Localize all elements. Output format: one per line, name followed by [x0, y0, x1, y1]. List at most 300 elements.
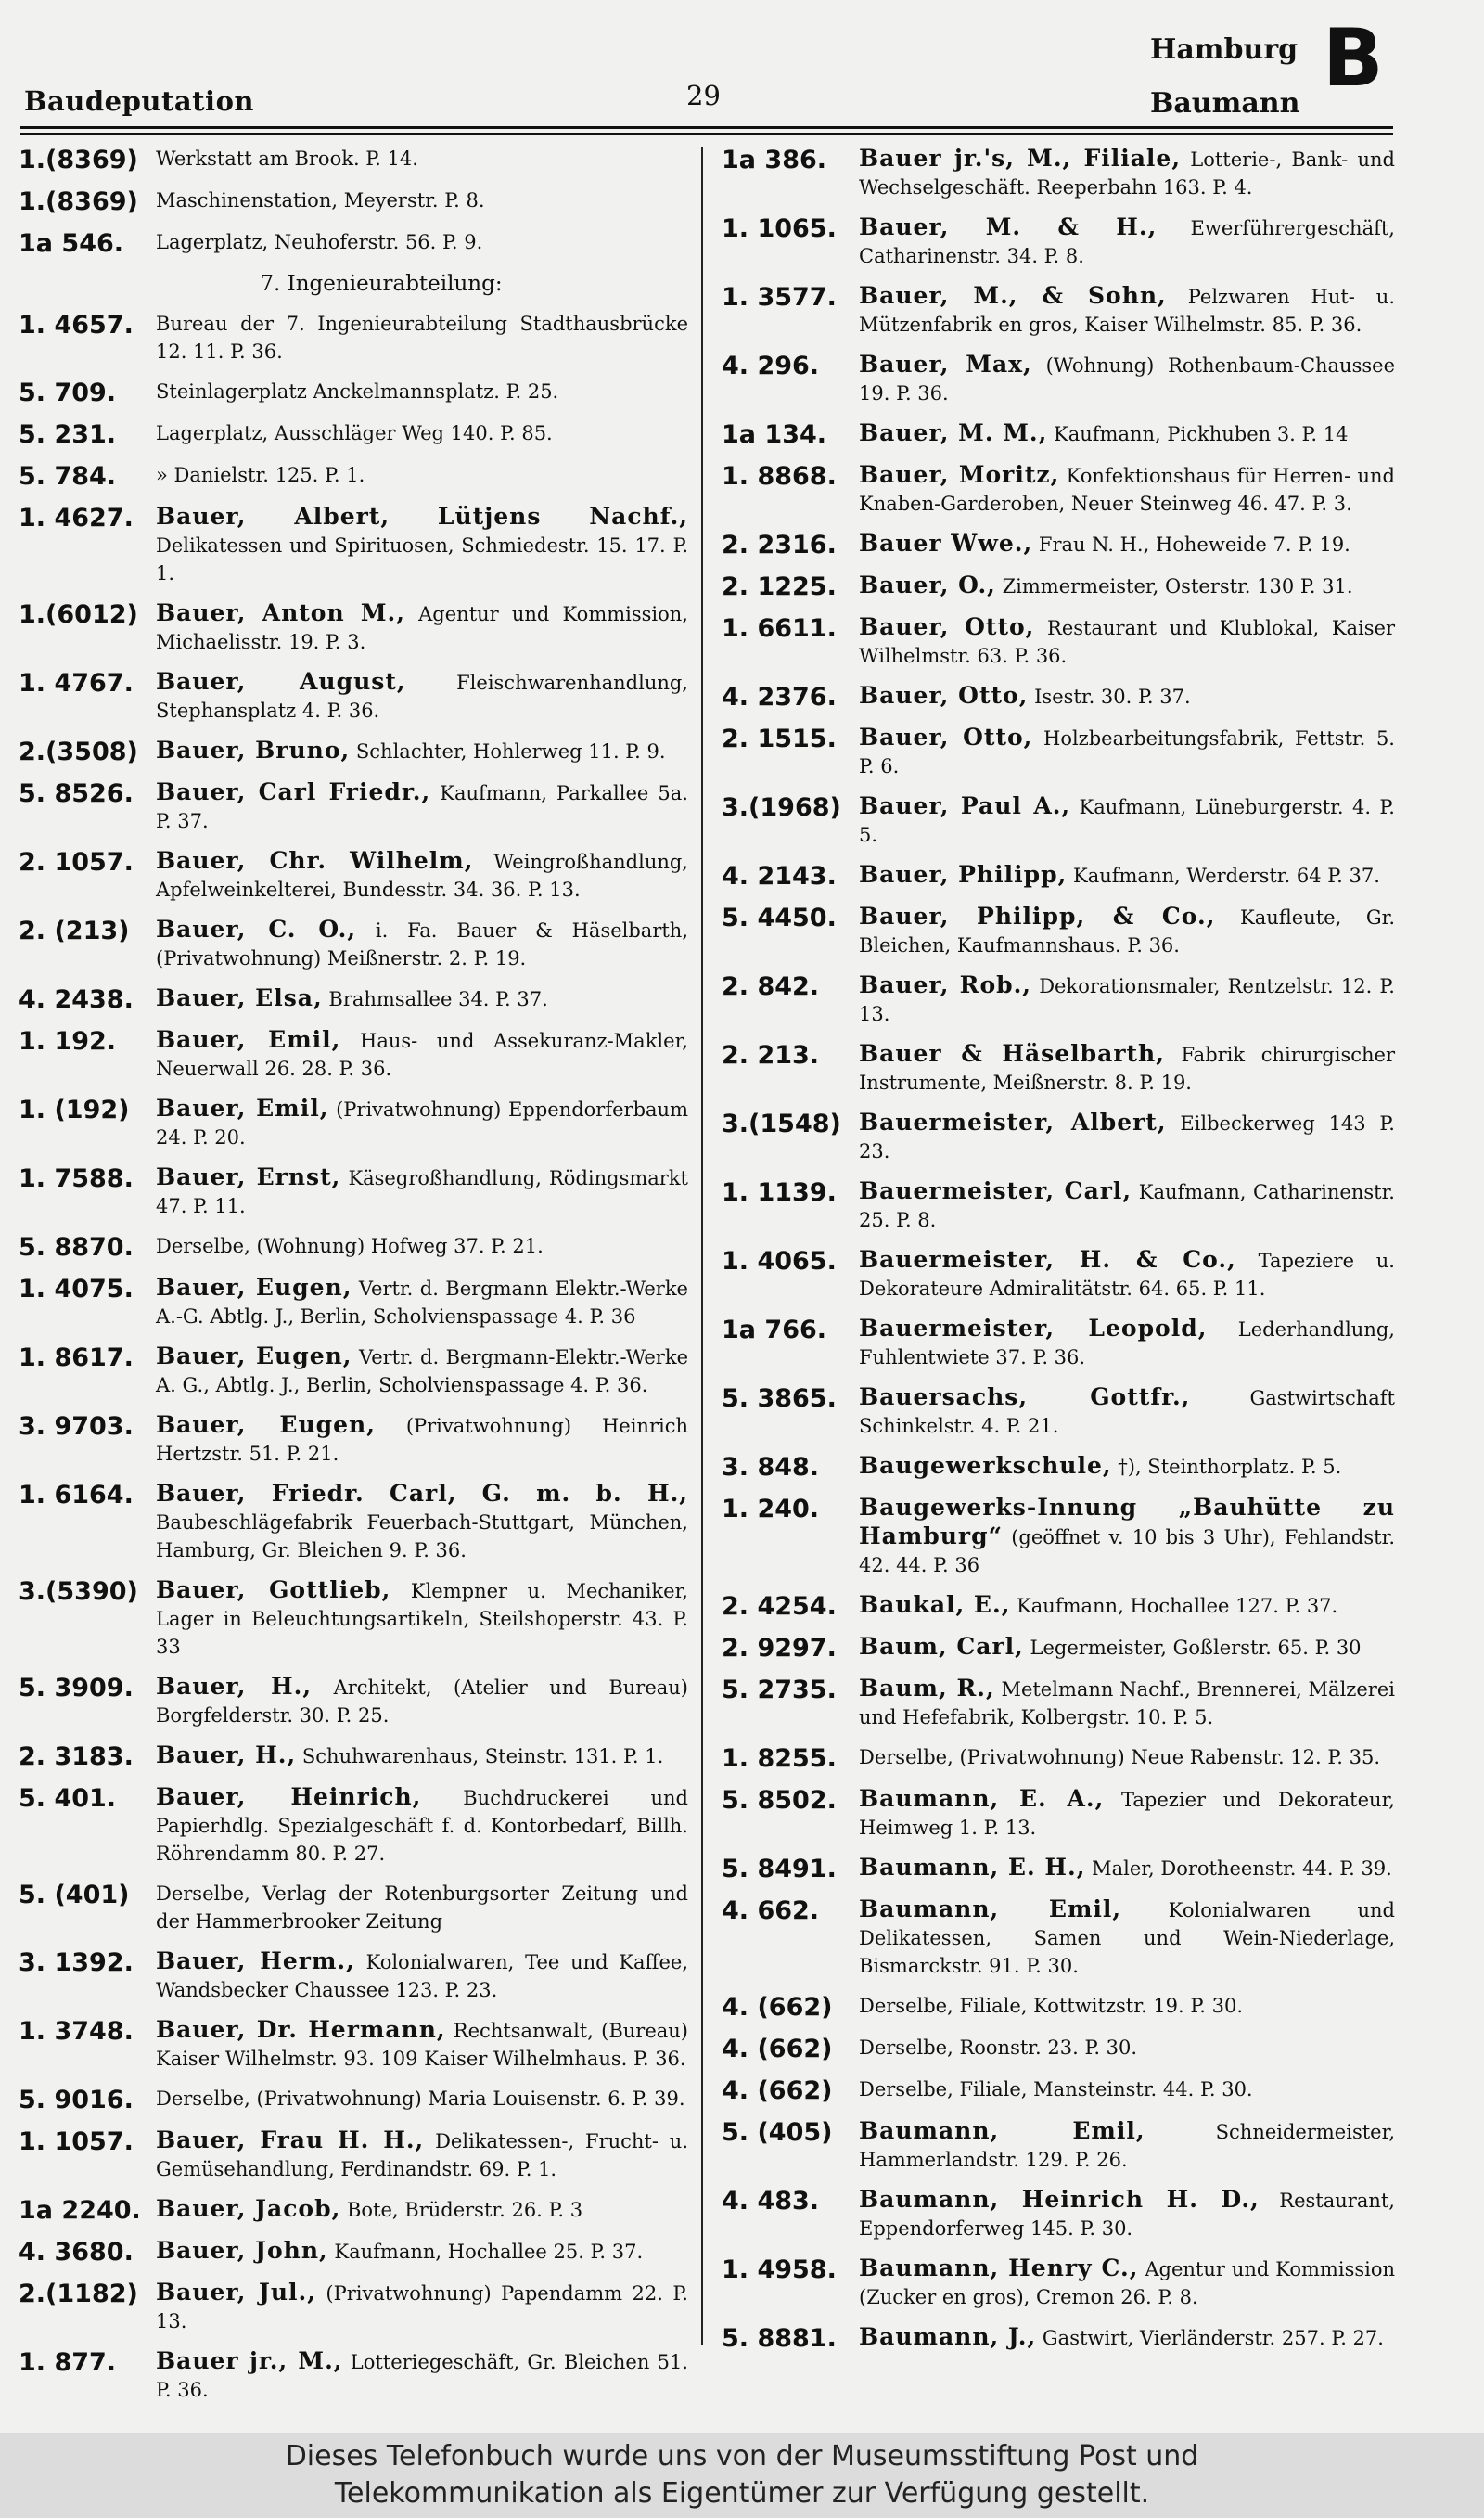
entry-details: Maschinenstation, Meyerstr. P. 8.	[156, 189, 485, 212]
entry-details: » Danielstr. 125. P. 1.	[156, 464, 365, 486]
phone-number: 1a 386.	[722, 146, 827, 174]
entry-body	[156, 1232, 688, 1260]
subscriber-name: Bauer, Elsa,	[156, 984, 323, 1011]
phone-number: 1. 6164.	[19, 1481, 134, 1510]
entry-body	[859, 1177, 1395, 1234]
directory-entry	[19, 2279, 688, 2335]
left-column	[19, 145, 688, 2416]
entry-details: Haus- und Assekuranz-Makler, Neuerwall 26. 28. P. 36.	[156, 1030, 688, 1080]
phone-number: 1. 6611.	[722, 614, 837, 643]
entry-details: Schuhwarenhaus, Steinstr. 131. P. 1.	[301, 1745, 664, 1767]
header-rule-thin	[20, 133, 1393, 135]
directory-entry	[722, 2255, 1395, 2311]
subscriber-name: Bauer, John,	[156, 2237, 328, 2264]
entry-body	[156, 916, 688, 972]
entry-body	[156, 1947, 688, 2004]
phone-number: 2. 1225.	[722, 572, 837, 601]
subscriber-name: Baukal, E.,	[859, 1591, 1011, 1618]
phone-number: 1.(8369)	[19, 146, 138, 174]
entry-body	[859, 1452, 1395, 1481]
entry-body	[859, 2255, 1395, 2311]
page-number: 29	[686, 80, 721, 111]
entry-body	[156, 228, 688, 256]
phone-number: 5. (405)	[722, 2118, 833, 2147]
directory-entry	[722, 351, 1395, 407]
directory-entry	[19, 984, 688, 1014]
entry-body	[859, 145, 1395, 201]
directory-entry	[722, 1854, 1395, 1883]
directory-entry	[722, 1040, 1395, 1097]
subscriber-name: Bauer, Eugen,	[156, 1343, 352, 1369]
directory-entry	[19, 1576, 688, 1661]
subscriber-name: Baumann, Emil,	[859, 2117, 1145, 2144]
phone-number: 1. 4075.	[19, 1275, 134, 1304]
phone-number: 1a 2240.	[19, 2196, 141, 2225]
phone-number: 4. 2376.	[722, 683, 837, 712]
phone-number: 2. 842.	[722, 972, 820, 1001]
entry-body	[156, 2347, 688, 2404]
entry-details: Delikatessen und Spirituosen, Schmiedestr. 15. 17. P. 1.	[156, 534, 688, 585]
entry-body	[859, 2117, 1395, 2174]
directory-entry	[722, 792, 1395, 849]
subscriber-name: Bauer, Otto,	[859, 724, 1033, 751]
entry-body	[859, 530, 1395, 559]
directory-entry	[19, 1163, 688, 1220]
entry-details: Gastwirtschaft Schinkelstr. 4. P. 21.	[859, 1387, 1395, 1437]
directory-entry	[19, 186, 688, 216]
subscriber-name: Bauermeister, H. & Co.,	[859, 1246, 1236, 1273]
entry-details: Lotterie-, Bank- und Wechselgeschäft. Reeperbahn 163. P. 4.	[859, 148, 1395, 199]
entry-details: Vertr. d. Bergmann-Elektr.-Werke A. G., Abtlg. J., Berlin, Scholvienspassage 4. P. 36.	[156, 1346, 688, 1396]
subscriber-name: Bauer, Heinrich,	[156, 1783, 422, 1810]
phone-number: 1. 4627.	[19, 504, 134, 533]
directory-entry	[19, 737, 688, 766]
directory-entry	[722, 145, 1395, 201]
entry-body	[859, 861, 1395, 890]
phone-number: 4. (662)	[722, 1993, 833, 2022]
entry-details: Derselbe, Filiale, Mansteinstr. 44. P. 30.	[859, 2078, 1253, 2100]
phone-number: 5. 8526.	[19, 779, 134, 808]
entry-details: Tapeziere u. Dekorateure Admiralitätstr. 64. 65. P. 11.	[859, 1250, 1395, 1300]
subscriber-name: Bauer, Philipp, & Co.,	[859, 903, 1216, 930]
right-column	[722, 145, 1395, 2365]
directory-entry	[722, 213, 1395, 270]
phone-number: 5. 709.	[19, 379, 117, 407]
directory-entry	[19, 378, 688, 407]
phone-number: 5. 2735.	[722, 1676, 837, 1704]
entry-body	[156, 1783, 688, 1868]
entry-details: Derselbe, (Privatwohnung) Maria Louisenstr. 6. P. 39.	[156, 2088, 685, 2110]
subscriber-name: Bauer, Emil,	[156, 1026, 341, 1053]
directory-entry	[19, 2237, 688, 2267]
subscriber-name: Baugewerks-Innung „Bauhütte zu Hamburg“	[859, 1494, 1395, 1549]
directory-entry	[722, 419, 1395, 449]
subscriber-name: Baumann, Heinrich H. D.,	[859, 2186, 1260, 2213]
phone-number: 4. 2143.	[722, 862, 837, 891]
entry-details: Lederhandlung, Fuhlentwiete 37. P. 36.	[859, 1318, 1395, 1368]
entry-body	[156, 984, 688, 1013]
entry-body	[859, 419, 1395, 448]
entry-body	[156, 2016, 688, 2073]
directory-entry	[19, 1232, 688, 1262]
phone-number: 2. 213.	[722, 1041, 820, 1070]
phone-number: 2. 1515.	[722, 725, 837, 753]
section-heading: 7. Ingenieurabteilung:	[260, 272, 503, 296]
directory-entry	[722, 572, 1395, 601]
entry-body	[859, 1315, 1395, 1371]
entry-details: Vertr. d. Bergmann Elektr.-Werke A.-G. Abtlg. J., Berlin, Scholvienspassage 4. P. 36	[156, 1278, 688, 1328]
entry-details: Eilbeckerweg 143 P. 23.	[859, 1112, 1395, 1163]
phone-number: 1. 8868.	[722, 462, 837, 491]
entry-details: Weingroßhandlung, Apfelweinkelterei, Bundesstr. 34. 36. P. 13.	[156, 851, 688, 901]
entry-details: Restaurant, Eppendorferweg 145. P. 30.	[859, 2190, 1395, 2240]
section-title: Baudeputation	[24, 85, 255, 117]
last-entry-label: Baumann	[1150, 87, 1300, 120]
directory-entry	[722, 971, 1395, 1028]
entry-body	[156, 1411, 688, 1468]
entry-body	[156, 461, 688, 489]
phone-number: 3.(1968)	[722, 793, 841, 822]
subscriber-name: Baumann, Henry C.,	[859, 2255, 1139, 2281]
subscriber-name: Bauer, Jacob,	[156, 2195, 341, 2222]
entry-details: Kaufmann, Pickhuben 3. P. 14	[1054, 423, 1349, 445]
directory-entry	[19, 1480, 688, 1564]
entry-details: Baubeschlägefabrik Feuerbach-Stuttgart, München, Hamburg, Gr. Bleichen 9. P. 36.	[156, 1511, 688, 1561]
directory-entry	[722, 682, 1395, 712]
entry-details: (Privatwohnung) Papendamm 22. P. 13.	[156, 2282, 688, 2332]
phone-number: 4. 2438.	[19, 985, 134, 1014]
directory-entry	[19, 2085, 688, 2114]
subscriber-name: Bauer, Moritz,	[859, 461, 1060, 488]
phone-number: 1a 766.	[722, 1316, 827, 1344]
phone-number: 5. 8491.	[722, 1855, 837, 1883]
subscriber-name: Bauer jr.'s, M., Filiale,	[859, 145, 1182, 172]
footer-notice	[0, 2433, 1484, 2518]
subscriber-name: Bauer, Otto,	[859, 682, 1029, 709]
entry-body	[859, 282, 1395, 339]
phone-number: 3. 9703.	[19, 1412, 134, 1441]
entry-body	[156, 1095, 688, 1151]
entry-body	[859, 682, 1395, 711]
entry-body	[156, 2126, 688, 2183]
subscriber-name: Baumann, J.,	[859, 2323, 1037, 2350]
subscriber-name: Bauer, Emil,	[156, 1095, 329, 1122]
directory-entry	[722, 1494, 1395, 1579]
entry-body	[859, 724, 1395, 780]
phone-number: 5. 9016.	[19, 2086, 134, 2114]
entry-body	[156, 1274, 688, 1330]
entry-body	[156, 737, 688, 765]
phone-number: 5. 401.	[19, 1784, 117, 1813]
entry-body	[859, 1854, 1395, 1882]
phone-number: 1. 3748.	[19, 2017, 134, 2046]
column-divider	[701, 147, 703, 2345]
phone-number: 1a 134.	[722, 420, 827, 449]
entry-details: Maler, Dorotheenstr. 44. P. 39.	[1092, 1857, 1392, 1880]
phone-number: 5. 8502.	[722, 1786, 837, 1815]
entry-body	[156, 778, 688, 835]
phone-number: 4. 3680.	[19, 2238, 134, 2267]
subscriber-name: Baumann, E. A.,	[859, 1785, 1105, 1812]
phone-number: 1. 3577.	[722, 283, 837, 312]
entry-body	[859, 351, 1395, 407]
entry-body	[859, 2034, 1395, 2062]
entry-body	[859, 613, 1395, 670]
directory-entry	[722, 2117, 1395, 2174]
entry-details: (geöffnet v. 10 bis 3 Uhr), Fehlandstr. 42. 44. P. 36	[859, 1526, 1395, 1576]
phone-number: 5. 3865.	[722, 1384, 837, 1413]
entry-details: Bureau der 7. Ingenieurabteilung Stadthausbrücke 12. 11. P. 36.	[156, 313, 688, 363]
subscriber-name: Baum, R.,	[859, 1675, 995, 1702]
directory-entry	[19, 1274, 688, 1330]
entry-details: Buchdruckerei und Papierhdlg. Spezialgeschäft f. d. Kontorbedarf, Billh. Röhrendamm 80. P. 27.	[156, 1787, 688, 1865]
entry-body	[156, 2237, 688, 2266]
entry-details: Schneidermeister, Hammerlandstr. 129. P. 26.	[859, 2121, 1395, 2171]
entry-details: Frau N. H., Hoheweide 7. P. 19.	[1038, 533, 1350, 556]
phone-number: 1. 4065.	[722, 1247, 837, 1276]
subscriber-name: Bauer, Albert, Lütjens Nachf.,	[156, 503, 688, 530]
phone-number: 1. 1057.	[19, 2127, 134, 2156]
phone-number: 5. 784.	[19, 462, 117, 491]
directory-entry	[19, 668, 688, 725]
subscriber-name: Bauer, Chr. Wilhelm,	[156, 847, 474, 874]
entry-body	[156, 1673, 688, 1729]
entry-details: Delikatessen-, Frucht- u. Gemüsehandlung, Ferdinandstr. 69. P. 1.	[156, 2130, 688, 2180]
entry-details: Klempner u. Mechaniker, Lager in Beleuchtungsartikeln, Steilshoperstr. 43. P. 33	[156, 1580, 688, 1658]
phone-number: 5. 8870.	[19, 1233, 134, 1262]
phone-number: 1. 4958.	[722, 2255, 837, 2284]
subscriber-name: Bauer, O.,	[859, 572, 996, 598]
directory-entry	[722, 1452, 1395, 1482]
entry-details: Derselbe, (Wohnung) Hofweg 37. P. 21.	[156, 1235, 544, 1257]
subscriber-name: Bauer, H.,	[156, 1741, 297, 1768]
entry-body	[156, 2279, 688, 2335]
footer-line-1: Dieses Telefonbuch wurde uns von der Museumsstiftung Post und	[285, 2440, 1199, 2473]
entry-body	[156, 1480, 688, 1564]
phone-number: 3.(1548)	[722, 1110, 841, 1138]
entry-details: Werkstatt am Brook. P. 14.	[156, 148, 418, 170]
subscriber-name: Bauer, Paul A.,	[859, 792, 1071, 819]
directory-entry	[19, 1095, 688, 1151]
directory-entry	[19, 778, 688, 835]
directory-entry	[722, 1177, 1395, 1234]
subscriber-name: Baumann, E. H.,	[859, 1854, 1086, 1881]
directory-entry	[19, 847, 688, 904]
entry-body	[156, 1343, 688, 1399]
subscriber-name: Bauer jr., M.,	[156, 2347, 343, 2374]
entry-body	[156, 145, 688, 173]
entry-body	[859, 1246, 1395, 1303]
subscriber-name: Bauer, Ernst,	[156, 1163, 341, 1190]
entry-details: Lagerplatz, Neuhoferstr. 56. P. 9.	[156, 231, 483, 253]
entry-body	[156, 1741, 688, 1770]
subscriber-name: Baumann, Emil,	[859, 1895, 1122, 1922]
directory-entry	[19, 145, 688, 174]
phone-number: 5. 3909.	[19, 1674, 134, 1702]
entry-details: Derselbe, Roonstr. 23. P. 30.	[859, 2036, 1138, 2059]
phone-number: 1. 1065.	[722, 214, 837, 243]
entry-details: †), Steinthorplatz. P. 5.	[1118, 1456, 1342, 1478]
entry-details: Agentur und Kommission, Michaelisstr. 19. P. 3.	[156, 603, 688, 653]
phone-number: 4. 296.	[722, 352, 820, 380]
phone-number: 2.(3508)	[19, 738, 138, 766]
entry-body	[859, 1040, 1395, 1097]
phone-number: 2. 9297.	[722, 1634, 837, 1663]
footer-line-2: Telekommunikation als Eigentümer zur Verfügung gestellt.	[334, 2477, 1150, 2510]
subscriber-name: Bauer Wwe.,	[859, 530, 1033, 557]
subscriber-name: Bauer, Philipp,	[859, 861, 1068, 888]
entry-body	[859, 2186, 1395, 2242]
entry-details: Fleischwarenhandlung, Stephansplatz 4. P. 36.	[156, 672, 688, 722]
directory-entry	[722, 530, 1395, 559]
phone-number: 1.(8369)	[19, 187, 138, 216]
directory-entry	[722, 1109, 1395, 1165]
subscriber-name: Bauer, Anton M.,	[156, 599, 405, 626]
entry-body	[859, 792, 1395, 849]
header-rule	[20, 126, 1393, 129]
subscriber-name: Bauer, Dr. Hermann,	[156, 2016, 446, 2043]
phone-number: 2. 3183.	[19, 1742, 134, 1771]
directory-entry	[722, 2075, 1395, 2105]
entry-details: Schlachter, Hohlerweg 11. P. 9.	[355, 740, 666, 763]
phone-number: 4. (662)	[722, 2076, 833, 2105]
entry-body	[859, 1591, 1395, 1620]
phone-number: 2. 2316.	[722, 531, 837, 559]
phone-number: 4. 662.	[722, 1896, 820, 1925]
entry-details: Agentur und Kommission (Zucker en gros), Cremon 26. P. 8.	[859, 2258, 1396, 2308]
entry-body	[156, 668, 688, 725]
entry-details: Fabrik chirurgischer Instrumente, Meißnerstr. 8. P. 19.	[859, 1044, 1395, 1094]
directory-entry	[19, 1673, 688, 1729]
directory-entry	[722, 724, 1395, 780]
entry-details: Restaurant und Klublokal, Kaiser Wilhelmstr. 63. P. 36.	[859, 617, 1395, 667]
index-letter: B	[1323, 12, 1384, 105]
subscriber-name: Bauer, M., & Sohn,	[859, 282, 1167, 309]
phone-number: 5. 8881.	[722, 2324, 837, 2353]
subscriber-name: Bauermeister, Albert,	[859, 1109, 1167, 1136]
subscriber-name: Bauer, Otto,	[859, 613, 1035, 640]
entry-body	[156, 503, 688, 587]
entry-details: Derselbe, (Privatwohnung) Neue Rabenstr. 12. P. 35.	[859, 1746, 1381, 1768]
entry-details: (Privatwohnung) Eppendorferbaum 24. P. 20.	[156, 1098, 688, 1149]
entry-details: Lotteriegeschäft, Gr. Bleichen 51. P. 36.	[156, 2351, 688, 2401]
entry-body	[156, 186, 688, 214]
entry-body	[859, 2323, 1395, 2352]
directory-entry	[722, 2034, 1395, 2063]
phone-number: 3. 848.	[722, 1453, 820, 1482]
subscriber-name: Bauer & Häselbarth,	[859, 1040, 1165, 1067]
directory-entry	[722, 1675, 1395, 1731]
phone-number: 1. 4767.	[19, 669, 134, 698]
subscriber-name: Bauer, H.,	[156, 1673, 313, 1700]
subscriber-name: Bauer, Max,	[859, 351, 1032, 378]
entry-body	[156, 419, 688, 447]
entry-details: Ewerführergeschäft, Catharinenstr. 34. P. 8.	[859, 217, 1395, 267]
phone-number: 1. 8617.	[19, 1343, 134, 1372]
entry-details: Kolonialwaren, Tee und Kaffee, Wandsbecker Chaussee 123. P. 23.	[156, 1951, 688, 2001]
entry-details: Kaufmann, Hochallee 25. P. 37.	[334, 2241, 644, 2263]
subscriber-name: Bauermeister, Leopold,	[859, 1315, 1208, 1342]
subscriber-name: Bauer, Gottlieb,	[156, 1576, 391, 1603]
directory-entry	[722, 2323, 1395, 2353]
entry-body	[859, 1633, 1395, 1662]
entry-body	[156, 1026, 688, 1083]
phone-number: 1. 7588.	[19, 1164, 134, 1193]
directory-entry	[722, 1591, 1395, 1621]
city-label: Hamburg	[1150, 33, 1298, 66]
directory-entry	[722, 282, 1395, 339]
phone-number: 4. 483.	[722, 2187, 820, 2216]
entry-body	[859, 1109, 1395, 1165]
subscriber-name: Baum, Carl,	[859, 1633, 1024, 1660]
entry-details: Konfektionshaus für Herren- und Knaben-Garderoben, Neuer Steinweg 46. 47. P. 3.	[859, 465, 1395, 515]
subscriber-name: Bauer, Eugen,	[156, 1411, 376, 1438]
entry-details: Isestr. 30. P. 37.	[1034, 686, 1191, 708]
subscriber-name: Bauermeister, Carl,	[859, 1177, 1132, 1204]
entry-details: Lagerplatz, Ausschläger Weg 140. P. 85.	[156, 422, 553, 444]
entry-body	[859, 1785, 1395, 1842]
phone-number: 2.(1182)	[19, 2280, 138, 2308]
directory-entry	[722, 2186, 1395, 2242]
phone-number: 2. 1057.	[19, 848, 134, 877]
directory-entry	[722, 861, 1395, 891]
subscriber-name: Bauer, M. & H.,	[859, 213, 1158, 240]
entry-body	[156, 1576, 688, 1661]
phone-number: 1. (192)	[19, 1096, 130, 1124]
directory-entry	[19, 1880, 688, 1935]
entry-body	[156, 2085, 688, 2113]
entry-body	[859, 903, 1395, 959]
directory-entry	[19, 419, 688, 449]
entry-details: Pelzwaren Hut- u. Mützenfabrik en gros, Kaiser Wilhelmstr. 85. P. 36.	[859, 286, 1396, 336]
entry-details: Legermeister, Goßlerstr. 65. P. 30	[1030, 1637, 1362, 1659]
entry-details: Gastwirt, Vierländerstr. 257. P. 27.	[1042, 2327, 1384, 2349]
subscriber-name: Bauer, M. M.,	[859, 419, 1048, 446]
directory-entry	[722, 903, 1395, 959]
entry-body	[859, 2075, 1395, 2103]
subscriber-name: Bauer, Friedr. Carl, G. m. b. H.,	[156, 1480, 688, 1507]
entry-details: Zimmermeister, Osterstr. 130 P. 31.	[1002, 575, 1353, 597]
directory-entry	[722, 461, 1395, 518]
subscriber-name: Bauer, Rob.,	[859, 971, 1032, 998]
entry-details: Kolonialwaren und Delikatessen, Samen und Wein-Niederlage, Bismarckstr. 91. P. 30.	[859, 1899, 1395, 1977]
phone-number: 1. 1139.	[722, 1178, 837, 1207]
entry-details: Derselbe, Verlag der Rotenburgsorter Zeitung und der Hammerbrooker Zeitung	[156, 1882, 688, 1933]
directory-entry	[722, 1633, 1395, 1663]
directory-entry	[722, 1383, 1395, 1440]
entry-details: Derselbe, Filiale, Kottwitzstr. 19. P. 30.	[859, 1995, 1244, 2017]
phone-number: 1a 546.	[19, 229, 124, 258]
directory-entry	[722, 1246, 1395, 1303]
phone-number: 1. 4657.	[19, 311, 134, 340]
subscriber-name: Bauer, C. O.,	[156, 916, 357, 943]
entry-details: Architekt, (Atelier und Bureau) Borgfelderstr. 30. P. 25.	[156, 1677, 688, 1727]
directory-entry	[19, 228, 688, 258]
entry-body	[859, 213, 1395, 270]
directory-entry	[19, 503, 688, 587]
subscriber-name: Bauer, Frau H. H.,	[156, 2126, 425, 2153]
entry-details: (Wohnung) Rothenbaum-Chaussee 19. P. 36.	[859, 354, 1395, 405]
subscriber-name: Bauer, Bruno,	[156, 737, 351, 764]
entry-details: Rechtsanwalt, (Bureau) Kaiser Wilhelmstr. 93. 109 Kaiser Wilhelmhaus. P. 36.	[156, 2020, 688, 2070]
phone-number: 1. 8255.	[722, 1744, 837, 1773]
subscriber-name: Bauer, Carl Friedr.,	[156, 778, 431, 805]
subscriber-name: Bauer, Eugen,	[156, 1274, 352, 1301]
entry-body	[859, 461, 1395, 518]
phone-number: 5. 4450.	[722, 904, 837, 932]
page-header	[20, 12, 1393, 130]
entry-body	[156, 2195, 688, 2224]
